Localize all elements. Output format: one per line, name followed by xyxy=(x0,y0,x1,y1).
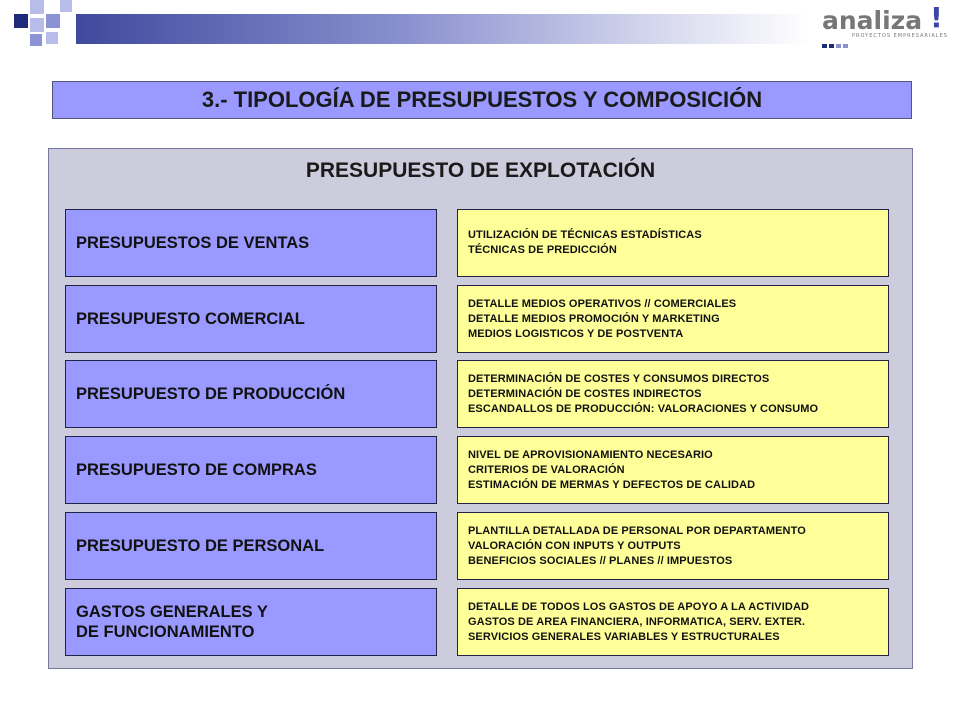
budget-row xyxy=(49,285,912,353)
budget-type-label: PRESUPUESTOS DE VENTAS xyxy=(76,234,310,252)
budget-detail-line: TÉCNICAS DE PREDICCIÓN xyxy=(468,244,617,256)
logo-wordmark: analiza xyxy=(822,6,923,35)
decor-square-light xyxy=(60,0,72,12)
budget-detail-line: MEDIOS LOGISTICOS Y DE POSTVENTA xyxy=(468,327,684,340)
budget-detail-line: ESCANDALLOS DE PRODUCCIÓN: VALORACIONES Y CONSUMO xyxy=(468,402,819,415)
header-gradient-bar xyxy=(76,14,810,44)
decor-square-navy xyxy=(14,14,28,28)
budget-type-label: PRESUPUESTO DE COMPRAS xyxy=(76,461,317,479)
budget-detail-line: UTILIZACIÓN DE TÉCNICAS ESTADÍSTICAS xyxy=(468,229,702,241)
budget-detail-line: DETALLE DE TODOS LOS GASTOS DE APOYO A LA ACTIVIDAD xyxy=(468,600,810,613)
slide-title: 3.- TIPOLOGÍA DE PRESUPUESTOS Y COMPOSICIÓN xyxy=(201,87,763,112)
logo-tagline: PROYECTOS EMPRESARIALES xyxy=(852,33,948,39)
budget-detail-box xyxy=(457,360,889,428)
decor-square-mid xyxy=(30,34,42,46)
budget-type-label: PRESUPUESTO DE PRODUCCIÓN xyxy=(76,385,346,403)
company-logo xyxy=(818,1,956,44)
budget-detail-line: NIVEL DE APROVISIONAMIENTO NECESARIO xyxy=(468,448,713,461)
budget-detail-box xyxy=(457,209,889,277)
budget-detail-line: VALORACIÓN CON INPUTS Y OUTPUTS xyxy=(468,539,681,552)
budget-type-box xyxy=(65,285,437,353)
decor-square-light xyxy=(30,18,44,32)
budget-type-box xyxy=(65,588,437,656)
budget-row xyxy=(49,209,912,277)
decor-square-light xyxy=(46,32,58,44)
budget-detail-line: ESTIMACIÓN DE MERMAS Y DEFECTOS DE CALIDAD xyxy=(468,478,756,491)
logo-exclamation-mark: ! xyxy=(930,1,943,34)
budget-detail-box xyxy=(457,436,889,504)
budget-detail-line: BENEFICIOS SOCIALES // PLANES // IMPUESTOS xyxy=(468,554,733,567)
budget-detail-line: GASTOS DE AREA FINANCIERA, INFORMATICA, SERV. EXTER. xyxy=(468,615,806,628)
budget-type-box xyxy=(65,436,437,504)
budget-type-label: PRESUPUESTO COMERCIAL xyxy=(76,310,305,328)
logo-dots xyxy=(822,35,850,53)
budget-row xyxy=(49,588,912,656)
budget-detail-line: DETALLE MEDIOS OPERATIVOS // COMERCIALES xyxy=(468,297,737,310)
slide-title-box xyxy=(52,81,912,119)
decor-square-light xyxy=(30,0,44,14)
budget-type-box xyxy=(65,360,437,428)
budget-row xyxy=(49,436,912,504)
budget-detail-line: SERVICIOS GENERALES VARIABLES Y ESTRUCTURALES xyxy=(468,630,780,643)
budget-detail-box xyxy=(457,588,889,656)
budget-row xyxy=(49,512,912,580)
budget-detail-box xyxy=(457,512,889,580)
budget-detail-box xyxy=(457,285,889,353)
budget-row xyxy=(49,360,912,428)
budget-type-box xyxy=(65,512,437,580)
budget-detail-line: DETERMINACIÓN DE COSTES Y CONSUMOS DIRECTOS xyxy=(468,372,770,385)
budget-panel xyxy=(48,148,913,669)
budget-detail-line: DETERMINACIÓN DE COSTES INDIRECTOS xyxy=(468,387,702,400)
decor-square-mid xyxy=(46,14,60,28)
budget-type-box xyxy=(65,209,437,277)
budget-type-label: PRESUPUESTO DE PERSONAL xyxy=(76,537,325,555)
panel-title: PRESUPUESTO DE EXPLOTACIÓN xyxy=(305,159,656,182)
budget-type-label: GASTOS GENERALES Y DE FUNCIONAMIENTO xyxy=(76,603,268,641)
budget-detail-line: DETALLE MEDIOS PROMOCIÓN Y MARKETING xyxy=(468,312,720,325)
budget-detail-line: PLANTILLA DETALLADA DE PERSONAL POR DEPARTAMENTO xyxy=(468,524,806,537)
budget-detail-line: CRITERIOS DE VALORACIÓN xyxy=(468,463,625,476)
